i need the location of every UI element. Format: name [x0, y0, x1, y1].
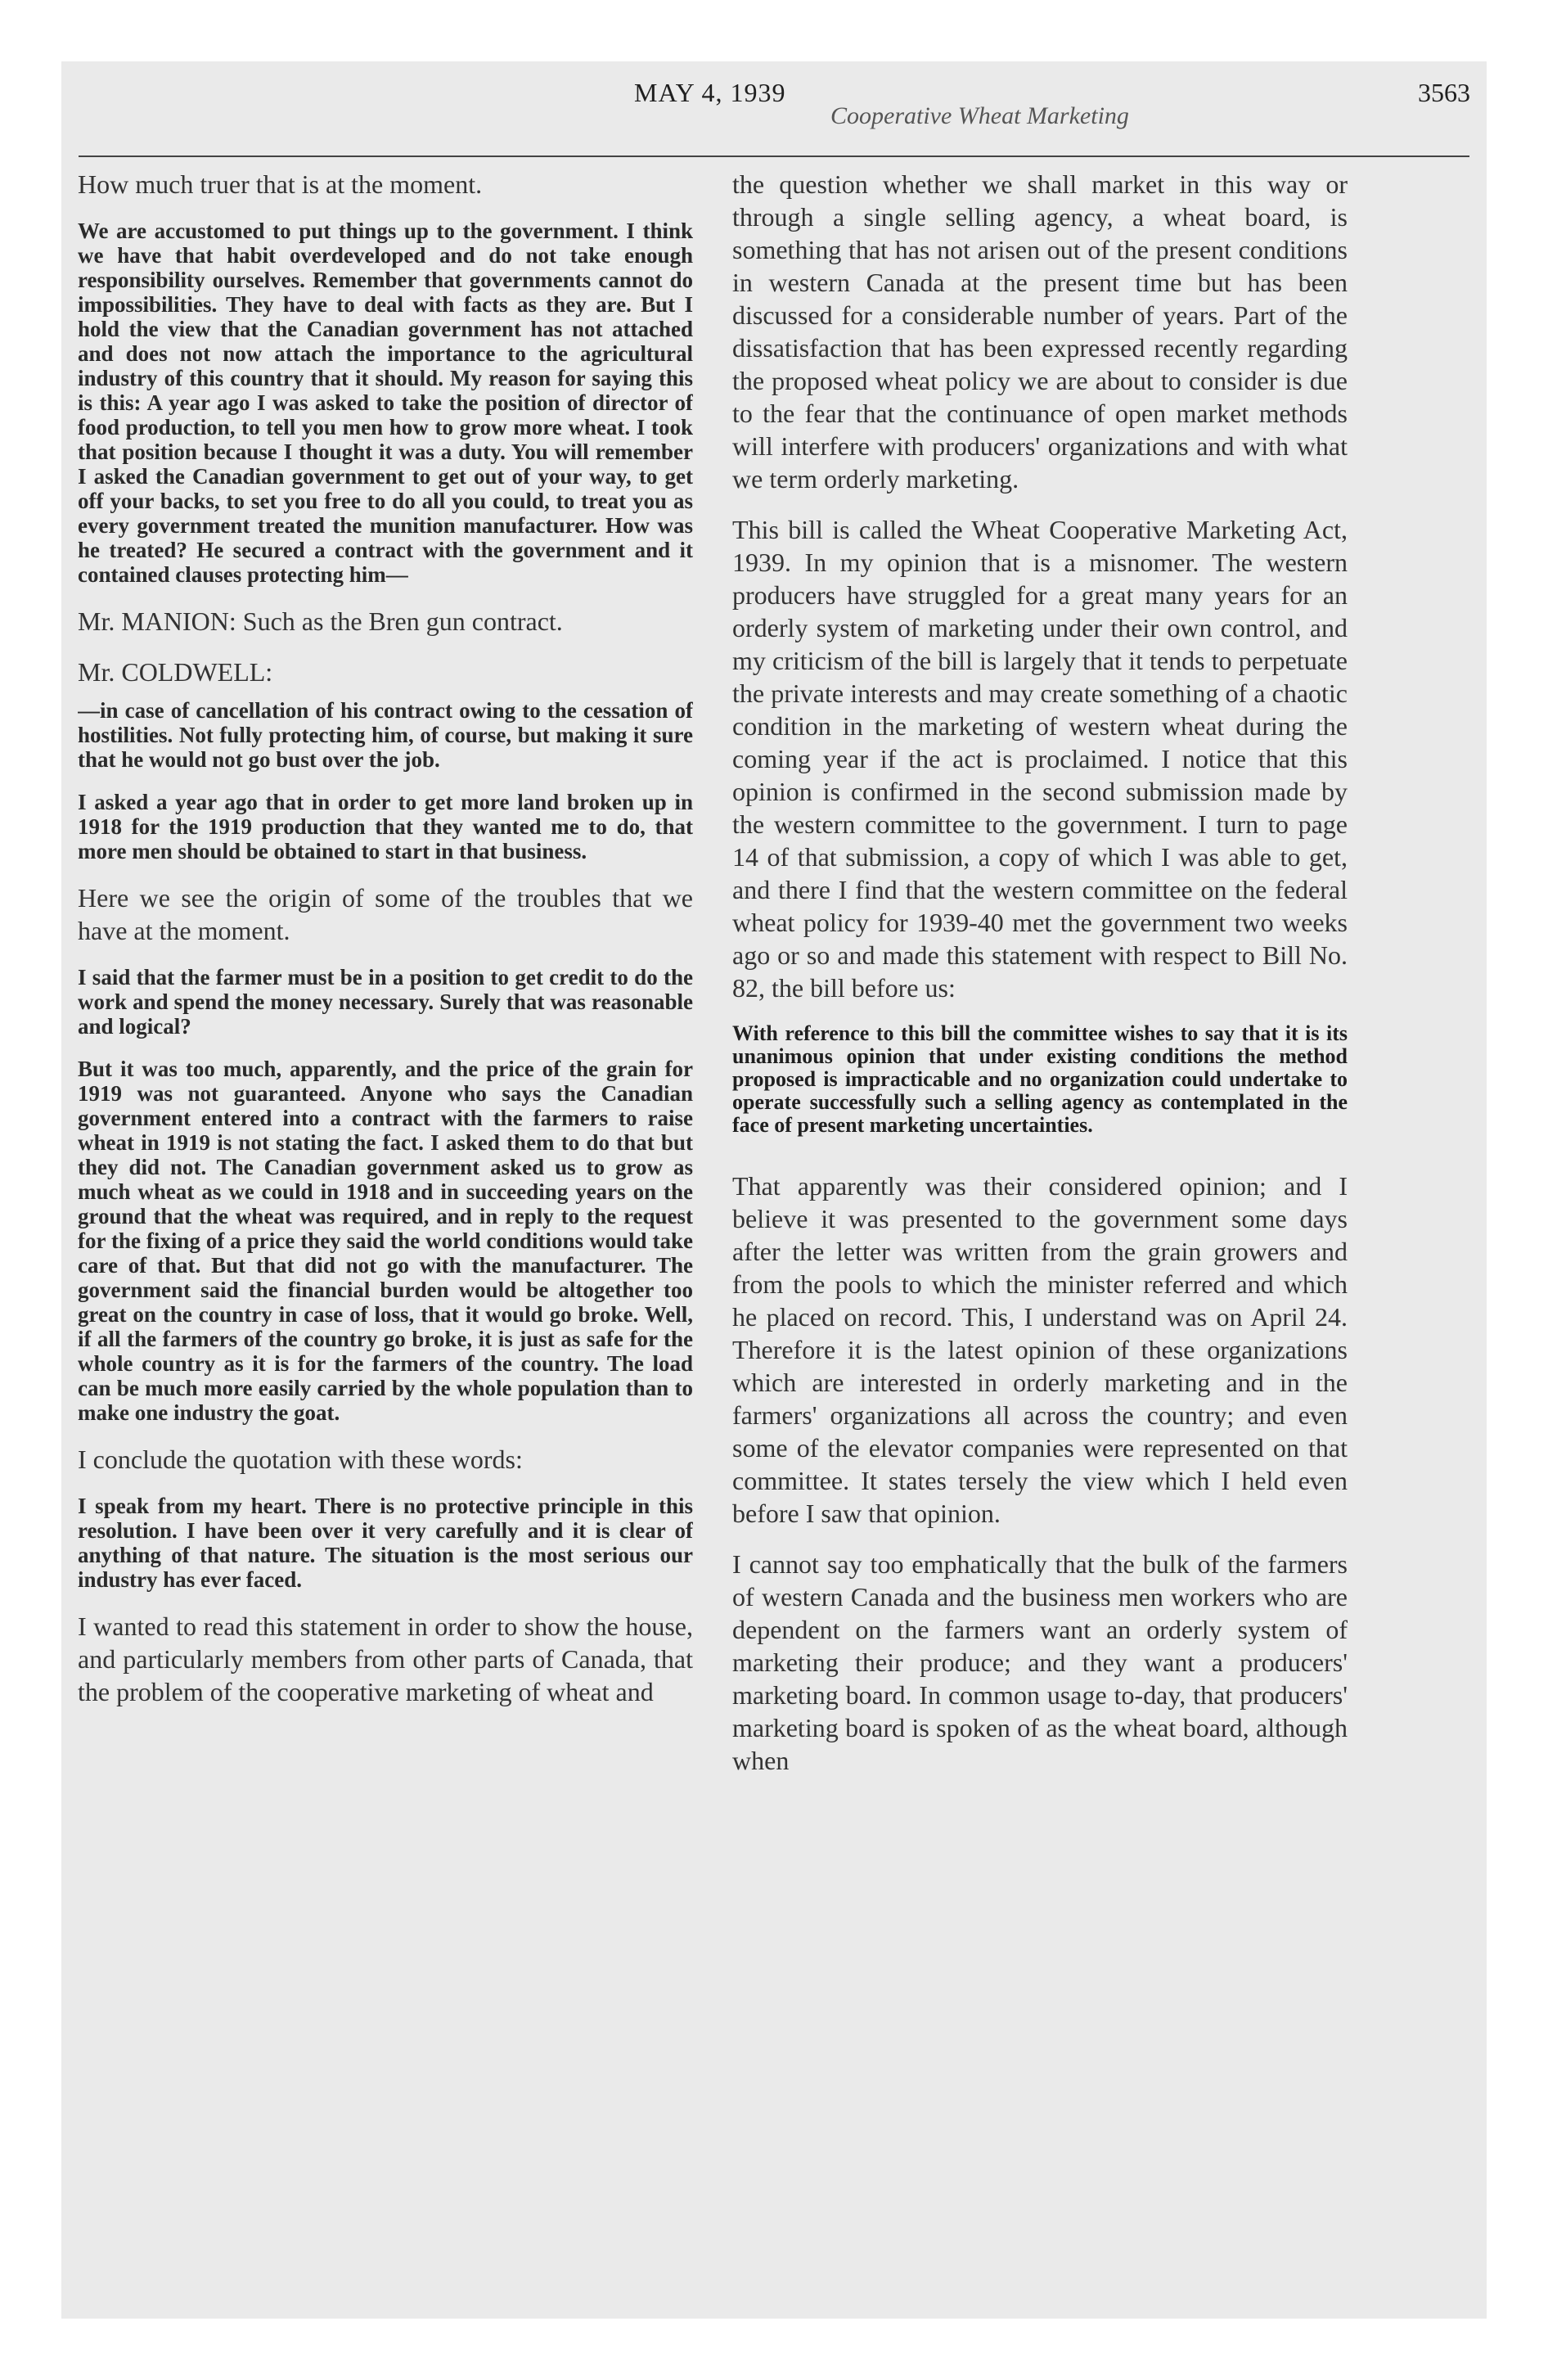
quotation: I speak from my heart. There is no protective principle in this resolution. I have been over it very carefully and it is clear of anything of that nature. The situation is the most serious our industry has ever faced.: [78, 1494, 693, 1592]
paragraph: Mr. MANION: Such as the Bren gun contract.: [78, 606, 563, 636]
paragraph: I conclude the quotation with these words:: [78, 1445, 523, 1474]
paragraph: I said that the farmer must be in a position to get credit to do the work and spend the money necessary. Surely that was reasonable and logical?: [78, 965, 693, 1039]
page-header: [78, 78, 1470, 127]
paragraph: This bill is called the Wheat Cooperative Marketing Act, 1939. In my opinion that is a misnomer. The western producers have struggled for a great many years for an orderly system of marketing under their own control, and my criticism of the bill is largely that it tends to perpetuate the private interests and may create something of a chaotic condition in the marketing of western wheat during the coming year if the act is proclaimed. I notice that this opinion is confirmed in the second submission made by the western committee to the government. I turn to page 14 of that submission, a copy of which I was able to get, and there I find that the western committee on the federal wheat policy for 1939-40 met the government two weeks ago or so and made this statement with respect to Bill No. 82, the bill before us:: [732, 515, 1348, 1003]
paragraph: How much truer that is at the moment.: [78, 169, 483, 199]
quotation: With reference to this bill the committee wishes to say that it is its unanimous opinion that under existing conditions the method proposed is impracticable and no organization could undertake to operate successfully such a selling agency as contemplated in the face of present marketing uncertainties.: [732, 1021, 1348, 1137]
header-date: MAY 4, 1939: [634, 78, 786, 107]
paragraph: I cannot say too emphatically that the bulk of the farmers of western Canada and the business men workers who are dependent on the farmers want an orderly system of marketing their produce; and they want a producers' marketing board. In common usage to-day, that producers' marketing board is spoken of as the wheat board, although when: [732, 1549, 1348, 1775]
speaker-label: Mr. COLDWELL:: [78, 657, 273, 687]
header-page-number: 3563: [1418, 78, 1470, 107]
header-section-title: Cooperative Wheat Marketing: [830, 102, 1129, 129]
paragraph: But it was too much, apparently, and the price of the grain for 1919 was not guaranteed. Anyone who says the Canadian government entered into a contract with the farmers to raise wheat in 1919 is not stating the fact. I asked them to do that but they did not. The Canadian government asked us to grow as much wheat as we could in 1918 and in succeeding years on the ground that the wheat was required, and in reply to the request for the fixing of a price they said the world conditions would take care of that. But that did not go with the manufacturer. The government said the financial burden would be altogether too great on the country in case of loss, that it would go broke. Well, if all the farmers of the country go broke, it is just as safe for the whole country as it is for the farmers of the country. The load can be much more easily carried by the whole population than to make one industry the goat.: [78, 1057, 693, 1425]
paragraph: I asked a year ago that in order to get more land broken up in 1918 for the 1919 production that they wanted me to do, that more men should be obtained to start in that business.: [78, 790, 693, 863]
paragraph: Here we see the origin of some of the troubles that we have at the moment.: [78, 883, 693, 945]
paragraph: We are accustomed to put things up to the government. I think we have that habit overdeveloped and do not take enough responsibility ourselves. Remember that governments cannot do impossibilities. They have to deal with facts as they are. But I hold the view that the Canadian government has not attached and does not now attach the importance to the agricultural industry of this country that it should. My reason for saying this is this: A year ago I was asked to take the position of director of food production, to tell you men how to grow more wheat. I took that position because I thought it was a duty. You will remember I asked the Canadian government to get out of your way, to get off your backs, to set you free to do all you could, to treat you as every government treated the munition manufacturer. How was he treated? He secured a contract with the government and it contained clauses protecting him—: [78, 219, 693, 587]
right-column: [732, 168, 1348, 2214]
paragraph: —in case of cancellation of his contract owing to the cessation of hostilities. Not fully protecting him, of course, but making it sure that he would not go bust over the job.: [78, 698, 693, 772]
header-rule: [79, 156, 1469, 157]
paragraph: That apparently was their considered opinion; and I believe it was presented to the government some days after the letter was written from the grain growers and from the pools to which the minister referred and which he placed on record. This, I understand was on April 24. Therefore it is the latest opinion of these organizations which are interested in orderly marketing and in the farmers' organizations all across the country; and even some of the elevator companies were represented on that committee. It states tersely the view which I held even before I saw that opinion.: [732, 1171, 1348, 1528]
paragraph: the question whether we shall market in this way or through a single selling agency, a wheat board, is something that has not arisen out of the present conditions in western Canada at the present time but has been discussed for a considerable number of years. Part of the dissatisfaction that has been expressed recently regarding the proposed wheat policy we are about to consider is due to the fear that the continuance of open market methods will interfere with producers' organizations and with what we term orderly marketing.: [732, 169, 1348, 494]
paragraph: I wanted to read this statement in order to show the house, and particularly members from other parts of Canada, that the problem of the cooperative marketing of wheat and: [78, 1611, 693, 1706]
left-column: [78, 168, 693, 2214]
